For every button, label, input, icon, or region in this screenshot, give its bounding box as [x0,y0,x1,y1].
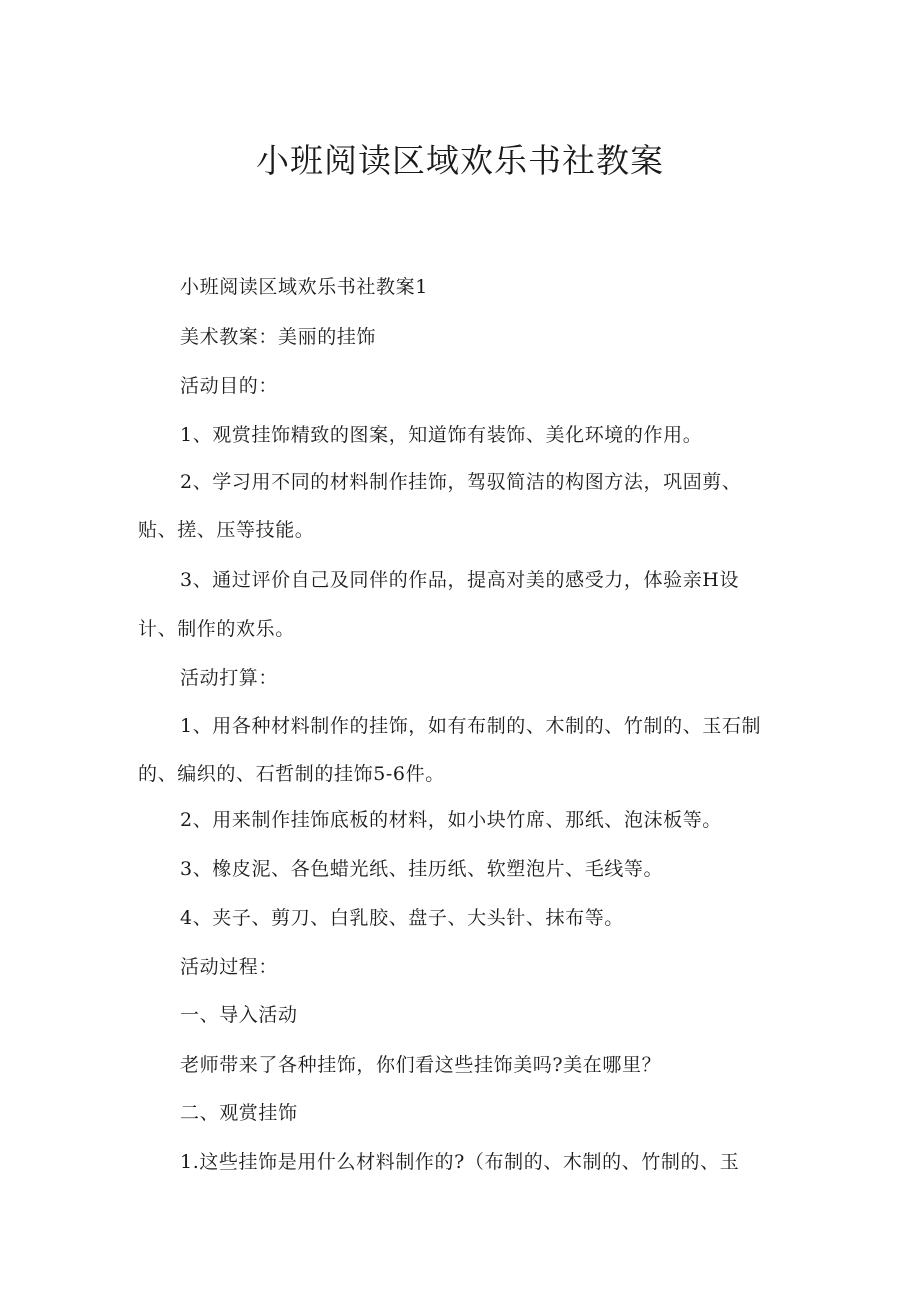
paragraph-line: 1、观赏挂饰精致的图案，知道饰有装饰、美化环境的作用。 [180,424,703,446]
paragraph-line: 2、用来制作挂饰底板的材料，如小块竹席、那纸、泡沫板等。 [180,809,722,831]
paragraph-line: 活动打算： [180,667,279,689]
paragraph-line: 活动目的： [180,375,279,397]
paragraph-line: 3、橡皮泥、各色蜡光纸、挂历纸、软塑泡片、毛线等。 [180,858,664,880]
paragraph-line: 活动过程： [180,956,279,978]
paragraph-line: 的、编织的、石哲制的挂饰5-6件。 [138,763,445,785]
section-heading: 小班阅读区域欢乐书社教案1 [180,276,428,298]
paragraph-line: 2、学习用不同的材料制作挂饰，驾驭简洁的构图方法，巩固剪、 [180,471,742,493]
paragraph-line: 一、导入活动 [180,1004,298,1026]
paragraph-line: 计、制作的欢乐。 [138,618,295,640]
paragraph-line: 3、通过评价自己及同伴的作品，提高对美的感受力，体验亲H设 [180,569,740,591]
paragraph-line: 贴、搓、压等技能。 [138,519,315,541]
paragraph-line: 4、夹子、剪刀、白乳胶、盘子、大头针、抹布等。 [180,907,624,929]
paragraph-line: 1.这些挂饰是用什么材料制作的?（布制的、木制的、竹制的、玉 [180,1151,740,1173]
paragraph-line: 二、观赏挂饰 [180,1102,298,1124]
document-title: 小班阅读区域欢乐书社教案 [256,141,664,180]
paragraph-line: 老师带来了各种挂饰，你们看这些挂饰美吗?美在哪里？ [180,1054,662,1076]
paragraph-line: 1、用各种材料制作的挂饰，如有布制的、木制的、竹制的、玉石制 [180,715,762,737]
lesson-title: 美术教案：美丽的挂饰 [180,326,377,348]
